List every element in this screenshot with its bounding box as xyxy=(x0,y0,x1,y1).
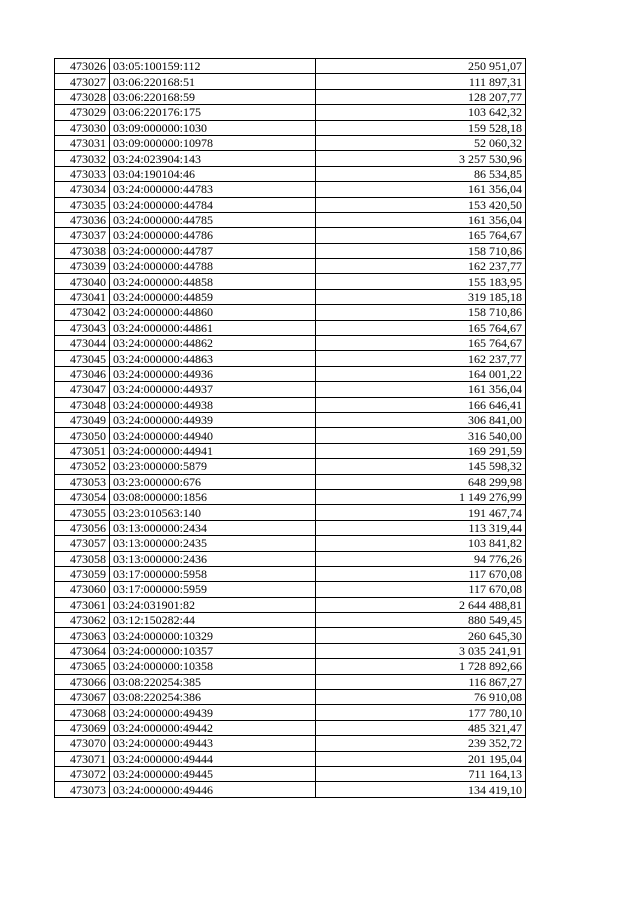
value-cell: 165 764,67 xyxy=(316,336,526,351)
table-row xyxy=(55,674,526,689)
cadastral-number-cell: 03:08:220254:385 xyxy=(110,674,316,689)
table-row xyxy=(55,643,526,658)
cadastral-number-cell: 03:13:000000:2435 xyxy=(110,536,316,551)
cadastral-number-cell: 03:24:000000:10329 xyxy=(110,628,316,643)
table-row xyxy=(55,766,526,781)
row-id-cell: 473044 xyxy=(55,336,110,351)
cadastral-number-cell: 03:24:000000:44786 xyxy=(110,228,316,243)
value-cell: 113 319,44 xyxy=(316,520,526,535)
row-id-cell: 473056 xyxy=(55,520,110,535)
value-cell: 880 549,45 xyxy=(316,613,526,628)
row-id-cell: 473041 xyxy=(55,289,110,304)
table-row xyxy=(55,536,526,551)
table-row xyxy=(55,382,526,397)
row-id-cell: 473061 xyxy=(55,597,110,612)
table-row xyxy=(55,351,526,366)
row-id-cell: 473064 xyxy=(55,643,110,658)
table-row xyxy=(55,474,526,489)
cadastral-number-cell: 03:09:000000:1030 xyxy=(110,120,316,135)
row-id-cell: 473033 xyxy=(55,166,110,181)
row-id-cell: 473043 xyxy=(55,320,110,335)
cadastral-number-cell: 03:05:100159:112 xyxy=(110,59,316,74)
cadastral-number-cell: 03:24:000000:44783 xyxy=(110,182,316,197)
table-row xyxy=(55,443,526,458)
row-id-cell: 473059 xyxy=(55,566,110,581)
row-id-cell: 473057 xyxy=(55,536,110,551)
cadastral-number-cell: 03:24:000000:49445 xyxy=(110,766,316,781)
row-id-cell: 473052 xyxy=(55,459,110,474)
row-id-cell: 473053 xyxy=(55,474,110,489)
cadastral-number-cell: 03:24:000000:44858 xyxy=(110,274,316,289)
value-cell: 306 841,00 xyxy=(316,412,526,427)
table-row xyxy=(55,582,526,597)
table-row xyxy=(55,105,526,120)
row-id-cell: 473073 xyxy=(55,782,110,797)
row-id-cell: 473047 xyxy=(55,382,110,397)
table-row xyxy=(55,489,526,504)
row-id-cell: 473071 xyxy=(55,751,110,766)
cadastral-number-cell: 03:17:000000:5959 xyxy=(110,582,316,597)
value-cell: 239 352,72 xyxy=(316,736,526,751)
cadastral-number-cell: 03:08:220254:386 xyxy=(110,690,316,705)
cadastral-number-cell: 03:13:000000:2436 xyxy=(110,551,316,566)
cadastral-number-cell: 03:13:000000:2434 xyxy=(110,520,316,535)
table-row xyxy=(55,412,526,427)
value-cell: 164 001,22 xyxy=(316,366,526,381)
row-id-cell: 473051 xyxy=(55,443,110,458)
value-cell: 103 642,32 xyxy=(316,105,526,120)
value-cell: 3 257 530,96 xyxy=(316,151,526,166)
value-cell: 166 646,41 xyxy=(316,397,526,412)
row-id-cell: 473049 xyxy=(55,412,110,427)
row-id-cell: 473060 xyxy=(55,582,110,597)
row-id-cell: 473066 xyxy=(55,674,110,689)
row-id-cell: 473026 xyxy=(55,59,110,74)
row-id-cell: 473036 xyxy=(55,212,110,227)
row-id-cell: 473069 xyxy=(55,720,110,735)
table-row xyxy=(55,212,526,227)
row-id-cell: 473065 xyxy=(55,659,110,674)
value-cell: 111 897,31 xyxy=(316,74,526,89)
cadastral-number-cell: 03:24:000000:49446 xyxy=(110,782,316,797)
row-id-cell: 473031 xyxy=(55,135,110,150)
cadastral-number-cell: 03:24:000000:44939 xyxy=(110,412,316,427)
row-id-cell: 473045 xyxy=(55,351,110,366)
cadastral-number-cell: 03:24:000000:44863 xyxy=(110,351,316,366)
table-row xyxy=(55,259,526,274)
row-id-cell: 473037 xyxy=(55,228,110,243)
value-cell: 117 670,08 xyxy=(316,582,526,597)
value-cell: 161 356,04 xyxy=(316,212,526,227)
row-id-cell: 473027 xyxy=(55,74,110,89)
table-row xyxy=(55,428,526,443)
cadastral-number-cell: 03:24:000000:44940 xyxy=(110,428,316,443)
cadastral-number-cell: 03:24:000000:44941 xyxy=(110,443,316,458)
value-cell: 711 164,13 xyxy=(316,766,526,781)
table-row xyxy=(55,459,526,474)
cadastral-number-cell: 03:04:190104:46 xyxy=(110,166,316,181)
row-id-cell: 473054 xyxy=(55,489,110,504)
cadastral-number-cell: 03:24:031901:82 xyxy=(110,597,316,612)
value-cell: 169 291,59 xyxy=(316,443,526,458)
row-id-cell: 473039 xyxy=(55,259,110,274)
value-cell: 165 764,67 xyxy=(316,228,526,243)
row-id-cell: 473055 xyxy=(55,505,110,520)
value-cell: 319 185,18 xyxy=(316,289,526,304)
cadastral-number-cell: 03:12:150282:44 xyxy=(110,613,316,628)
value-cell: 2 644 488,81 xyxy=(316,597,526,612)
table-row xyxy=(55,551,526,566)
value-cell: 116 867,27 xyxy=(316,674,526,689)
cadastral-number-cell: 03:24:023904:143 xyxy=(110,151,316,166)
table-row xyxy=(55,166,526,181)
cadastral-number-cell: 03:24:000000:44787 xyxy=(110,243,316,258)
row-id-cell: 473035 xyxy=(55,197,110,212)
row-id-cell: 473050 xyxy=(55,428,110,443)
value-cell: 86 534,85 xyxy=(316,166,526,181)
table-row xyxy=(55,705,526,720)
value-cell: 128 207,77 xyxy=(316,89,526,104)
value-cell: 145 598,32 xyxy=(316,459,526,474)
row-id-cell: 473029 xyxy=(55,105,110,120)
table-row xyxy=(55,628,526,643)
table-row xyxy=(55,505,526,520)
table-row xyxy=(55,751,526,766)
cadastral-number-cell: 03:17:000000:5958 xyxy=(110,566,316,581)
row-id-cell: 473032 xyxy=(55,151,110,166)
table-row xyxy=(55,243,526,258)
table-row xyxy=(55,228,526,243)
row-id-cell: 473067 xyxy=(55,690,110,705)
row-id-cell: 473072 xyxy=(55,766,110,781)
table-row xyxy=(55,320,526,335)
cadastral-number-cell: 03:24:000000:44861 xyxy=(110,320,316,335)
cadastral-number-cell: 03:24:000000:44860 xyxy=(110,305,316,320)
table-row xyxy=(55,659,526,674)
row-id-cell: 473058 xyxy=(55,551,110,566)
cadastral-number-cell: 03:24:000000:44785 xyxy=(110,212,316,227)
row-id-cell: 473070 xyxy=(55,736,110,751)
table-row xyxy=(55,720,526,735)
table-row xyxy=(55,305,526,320)
cadastral-number-cell: 03:24:000000:49444 xyxy=(110,751,316,766)
cadastral-number-cell: 03:23:010563:140 xyxy=(110,505,316,520)
table-row xyxy=(55,366,526,381)
value-cell: 117 670,08 xyxy=(316,566,526,581)
value-cell: 1 728 892,66 xyxy=(316,659,526,674)
table-row xyxy=(55,397,526,412)
cadastral-number-cell: 03:06:220176:175 xyxy=(110,105,316,120)
cadastral-number-cell: 03:24:000000:10358 xyxy=(110,659,316,674)
value-cell: 165 764,67 xyxy=(316,320,526,335)
table-row xyxy=(55,135,526,150)
cadastral-number-cell: 03:24:000000:44859 xyxy=(110,289,316,304)
value-cell: 155 183,95 xyxy=(316,274,526,289)
row-id-cell: 473046 xyxy=(55,366,110,381)
value-cell: 3 035 241,91 xyxy=(316,643,526,658)
value-cell: 161 356,04 xyxy=(316,382,526,397)
table-row xyxy=(55,197,526,212)
cadastral-number-cell: 03:24:000000:10357 xyxy=(110,643,316,658)
value-cell: 158 710,86 xyxy=(316,305,526,320)
table-row xyxy=(55,59,526,74)
table-row xyxy=(55,274,526,289)
row-id-cell: 473062 xyxy=(55,613,110,628)
value-cell: 94 776,26 xyxy=(316,551,526,566)
row-id-cell: 473063 xyxy=(55,628,110,643)
cadastral-number-cell: 03:23:000000:5879 xyxy=(110,459,316,474)
table-row xyxy=(55,613,526,628)
cadastral-number-cell: 03:09:000000:10978 xyxy=(110,135,316,150)
value-cell: 201 195,04 xyxy=(316,751,526,766)
cadastral-number-cell: 03:06:220168:51 xyxy=(110,74,316,89)
row-id-cell: 473034 xyxy=(55,182,110,197)
cadastral-number-cell: 03:24:000000:44788 xyxy=(110,259,316,274)
table-row xyxy=(55,597,526,612)
row-id-cell: 473048 xyxy=(55,397,110,412)
value-cell: 260 645,30 xyxy=(316,628,526,643)
row-id-cell: 473042 xyxy=(55,305,110,320)
cadastral-number-cell: 03:23:000000:676 xyxy=(110,474,316,489)
cadastral-number-cell: 03:24:000000:44938 xyxy=(110,397,316,412)
value-cell: 177 780,10 xyxy=(316,705,526,720)
value-cell: 162 237,77 xyxy=(316,351,526,366)
value-cell: 162 237,77 xyxy=(316,259,526,274)
table-row xyxy=(55,74,526,89)
table-row xyxy=(55,120,526,135)
data-table-body xyxy=(55,59,526,798)
table-row xyxy=(55,336,526,351)
table-row xyxy=(55,736,526,751)
value-cell: 316 540,00 xyxy=(316,428,526,443)
row-id-cell: 473068 xyxy=(55,705,110,720)
table-row xyxy=(55,566,526,581)
value-cell: 76 910,08 xyxy=(316,690,526,705)
cadastral-number-cell: 03:24:000000:44784 xyxy=(110,197,316,212)
row-id-cell: 473030 xyxy=(55,120,110,135)
table-row xyxy=(55,782,526,797)
row-id-cell: 473038 xyxy=(55,243,110,258)
value-cell: 159 528,18 xyxy=(316,120,526,135)
row-id-cell: 473028 xyxy=(55,89,110,104)
value-cell: 485 321,47 xyxy=(316,720,526,735)
value-cell: 161 356,04 xyxy=(316,182,526,197)
data-table xyxy=(54,58,526,798)
value-cell: 191 467,74 xyxy=(316,505,526,520)
table-row xyxy=(55,182,526,197)
value-cell: 250 951,07 xyxy=(316,59,526,74)
cadastral-number-cell: 03:24:000000:49439 xyxy=(110,705,316,720)
cadastral-number-cell: 03:24:000000:44862 xyxy=(110,336,316,351)
value-cell: 103 841,82 xyxy=(316,536,526,551)
table-row xyxy=(55,690,526,705)
table-row xyxy=(55,89,526,104)
table-row xyxy=(55,520,526,535)
row-id-cell: 473040 xyxy=(55,274,110,289)
value-cell: 153 420,50 xyxy=(316,197,526,212)
table-row xyxy=(55,289,526,304)
value-cell: 158 710,86 xyxy=(316,243,526,258)
value-cell: 134 419,10 xyxy=(316,782,526,797)
cadastral-number-cell: 03:24:000000:44937 xyxy=(110,382,316,397)
cadastral-number-cell: 03:06:220168:59 xyxy=(110,89,316,104)
cadastral-number-cell: 03:24:000000:44936 xyxy=(110,366,316,381)
table-row xyxy=(55,151,526,166)
cadastral-number-cell: 03:24:000000:49442 xyxy=(110,720,316,735)
cadastral-number-cell: 03:08:000000:1856 xyxy=(110,489,316,504)
value-cell: 52 060,32 xyxy=(316,135,526,150)
cadastral-number-cell: 03:24:000000:49443 xyxy=(110,736,316,751)
value-cell: 1 149 276,99 xyxy=(316,489,526,504)
value-cell: 648 299,98 xyxy=(316,474,526,489)
